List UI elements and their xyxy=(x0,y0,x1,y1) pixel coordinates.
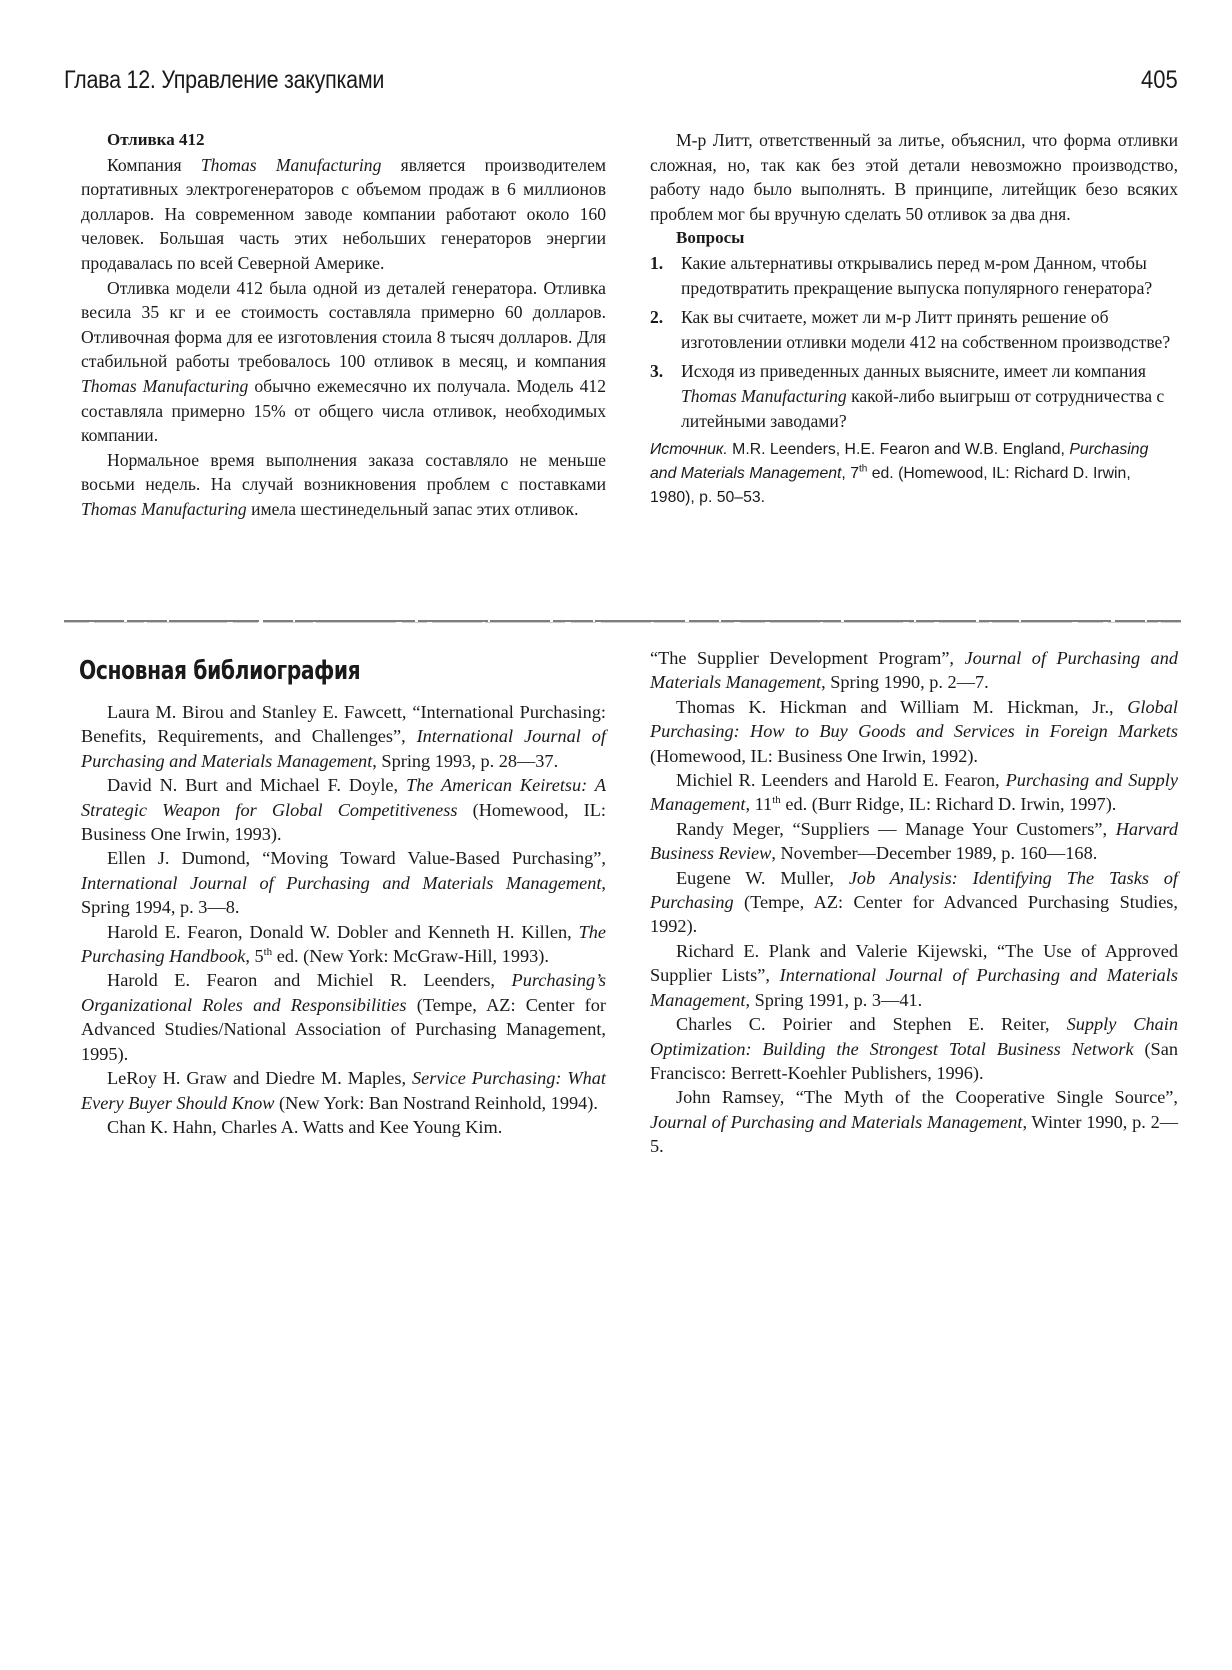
bibliography-entry: Thomas K. Hickman and William M. Hickman, Jr., Global Purchasing: How to Buy Goods and Services in Foreign Markets (Homewood, IL: Business One Irwin, 1992). xyxy=(650,696,1178,766)
chapter-title: Глава 12. Управление закупками xyxy=(64,66,385,94)
bibliography-entry: Laura M. Birou and Stanley E. Fawcett, “International Purchasing: Benefits, Requirements, and Challenges”, International Journal of Purchasing and Materials Management, Spring 1993, p. 28—37. xyxy=(81,702,606,771)
bibliography-entry: Randy Meger, “Suppliers — Manage Your Customers”, Harvard Business Review, November—December 1989, p. 160—168. xyxy=(650,818,1178,864)
bibliography-entry: Charles C. Poirier and Stephen E. Reiter, Supply Chain Optimization: Building the Strongest Total Business Network (San Francisco: Berrett-Koehler Publishers, 1996). xyxy=(650,1014,1178,1083)
page-number: 405 xyxy=(1141,66,1178,94)
question-number: 3. xyxy=(650,361,664,382)
bibliography-right-column xyxy=(650,646,1178,1159)
case-right-column xyxy=(650,128,1178,510)
case-paragraph: Компания Thomas Manufacturing является производителем портативных электрогенераторов с объемом продаж в 6 миллионов долларов. На современном заводе компании работают около 160 человек. Большая часть этих небольших генераторов энергии продавалась по всей Северной Америке. xyxy=(81,154,607,273)
bibliography-left-column xyxy=(81,700,606,1139)
question-number: 2. xyxy=(650,307,664,328)
question-number: 1. xyxy=(650,252,664,273)
question-text: Как вы считаете, может ли м-р Литт принять решение об изготовлении отливки модели 412 на собственном производстве? xyxy=(681,307,1171,352)
question-item xyxy=(650,251,1178,300)
page-header xyxy=(64,66,1178,106)
bibliography-entry: Ellen J. Dumond, “Moving Toward Value-Based Purchasing”, International Journal of Purchasing and Materials Management, Spring 1994, p. 3—8. xyxy=(81,848,606,918)
bibliography-entry: Harold E. Fearon, Donald W. Dobler and Kenneth H. Killen, The Purchasing Handbook, 5th ed. (New York: McGraw-Hill, 1993). xyxy=(81,921,606,967)
question-item xyxy=(650,359,1178,433)
bibliography-entry: Richard E. Plank and Valerie Kijewski, “The Use of Approved Supplier Lists”, International Journal of Purchasing and Materials Management, Spring 1991, p. 3—41. xyxy=(650,940,1179,1010)
case-paragraph: М-р Литт, ответственный за литье, объяснил, что форма отливки сложная, но, так как без этой детали невозможно производство, работу надо было выполнять. В принципе, литейщик безо всяких проблем мог бы вручную сделать 50 отливок за два дня. xyxy=(650,130,1178,224)
question-text: Исходя из приведенных данных выясните, имеет ли компания Thomas Manufacturing какой-либо выигрыш от сотрудничества с литейными заводами? xyxy=(681,361,1165,431)
bibliography-title: Основная библиография xyxy=(79,656,361,686)
question-item xyxy=(650,305,1178,354)
bibliography-entry: Michiel R. Leenders and Harold E. Fearon, Purchasing and Supply Management, 11th ed. (Burr Ridge, IL: Richard D. Irwin, 1997). xyxy=(650,770,1179,815)
section-divider xyxy=(64,619,1181,623)
bibliography-entry: Chan K. Hahn, Charles A. Watts and Kee Young Kim. xyxy=(107,1116,503,1137)
questions-heading: Вопросы xyxy=(676,228,745,248)
case-paragraph: Нормальное время выполнения заказа составляло не меньше восьми недель. На случай возникновения проблем с поставками Thomas Manufacturing имела шестинедельный запас этих отливок. xyxy=(81,449,606,519)
bibliography-entry: Harold E. Fearon and Michiel R. Leenders, Purchasing’s Organizational Roles and Responsibilities (Tempe, AZ: Center for Advanced Studies/National Association of Purchasing Management, 1995). xyxy=(81,970,606,1064)
case-source: Источник. M.R. Leenders, H.E. Fearon and W.B. England, Purchasing and Materials Management, 7th ed. (Homewood, IL: Richard D. Irwin, 1980), p. 50–53. xyxy=(650,441,1149,507)
bibliography-entry: David N. Burt and Michael F. Doyle, The American Keiretsu: A Strategic Weapon for Global Competitiveness (Homewood, IL: Business One Irwin, 1993). xyxy=(81,775,607,845)
questions-list xyxy=(650,251,1178,433)
case-paragraph: Отливка модели 412 была одной из деталей генератора. Отливка весила 35 кг и ее стоимость составляла примерно 60 долларов. Отливочная форма для ее изготовления стоила 8 тысяч долларов. Для стабильной работы требовалось 100 отливок в месяц, и компания Thomas Manufacturing обычно ежемесячно их получала. Модель 412 составляла примерно 15% от общего числа отливок, необходимых компании. xyxy=(81,277,606,446)
case-title: Отливка 412 xyxy=(107,130,205,149)
case-left-column xyxy=(81,128,606,522)
bibliography-entry: Eugene W. Muller, Job Analysis: Identifying The Tasks of Purchasing (Tempe, AZ: Center for Advanced Purchasing Studies, 1992). xyxy=(650,867,1179,937)
question-text: Какие альтернативы открывались перед м-ром Данном, чтобы предотвратить прекращение выпуска популярного генератора? xyxy=(681,252,1153,298)
bibliography-entry: John Ramsey, “The Myth of the Cooperative Single Source”, Journal of Purchasing and Materials Management, Winter 1990, p. 2—5. xyxy=(650,1087,1178,1157)
bibliography-entry: LeRoy H. Graw and Diedre M. Maples, Service Purchasing: What Every Buyer Should Know (New York: Ban Nostrand Reinhold, 1994). xyxy=(81,1068,606,1113)
bibliography-entry-continuation: “The Supplier Development Program”, Journal of Purchasing and Materials Management, Spring 1990, p. 2—7. xyxy=(650,648,1178,693)
